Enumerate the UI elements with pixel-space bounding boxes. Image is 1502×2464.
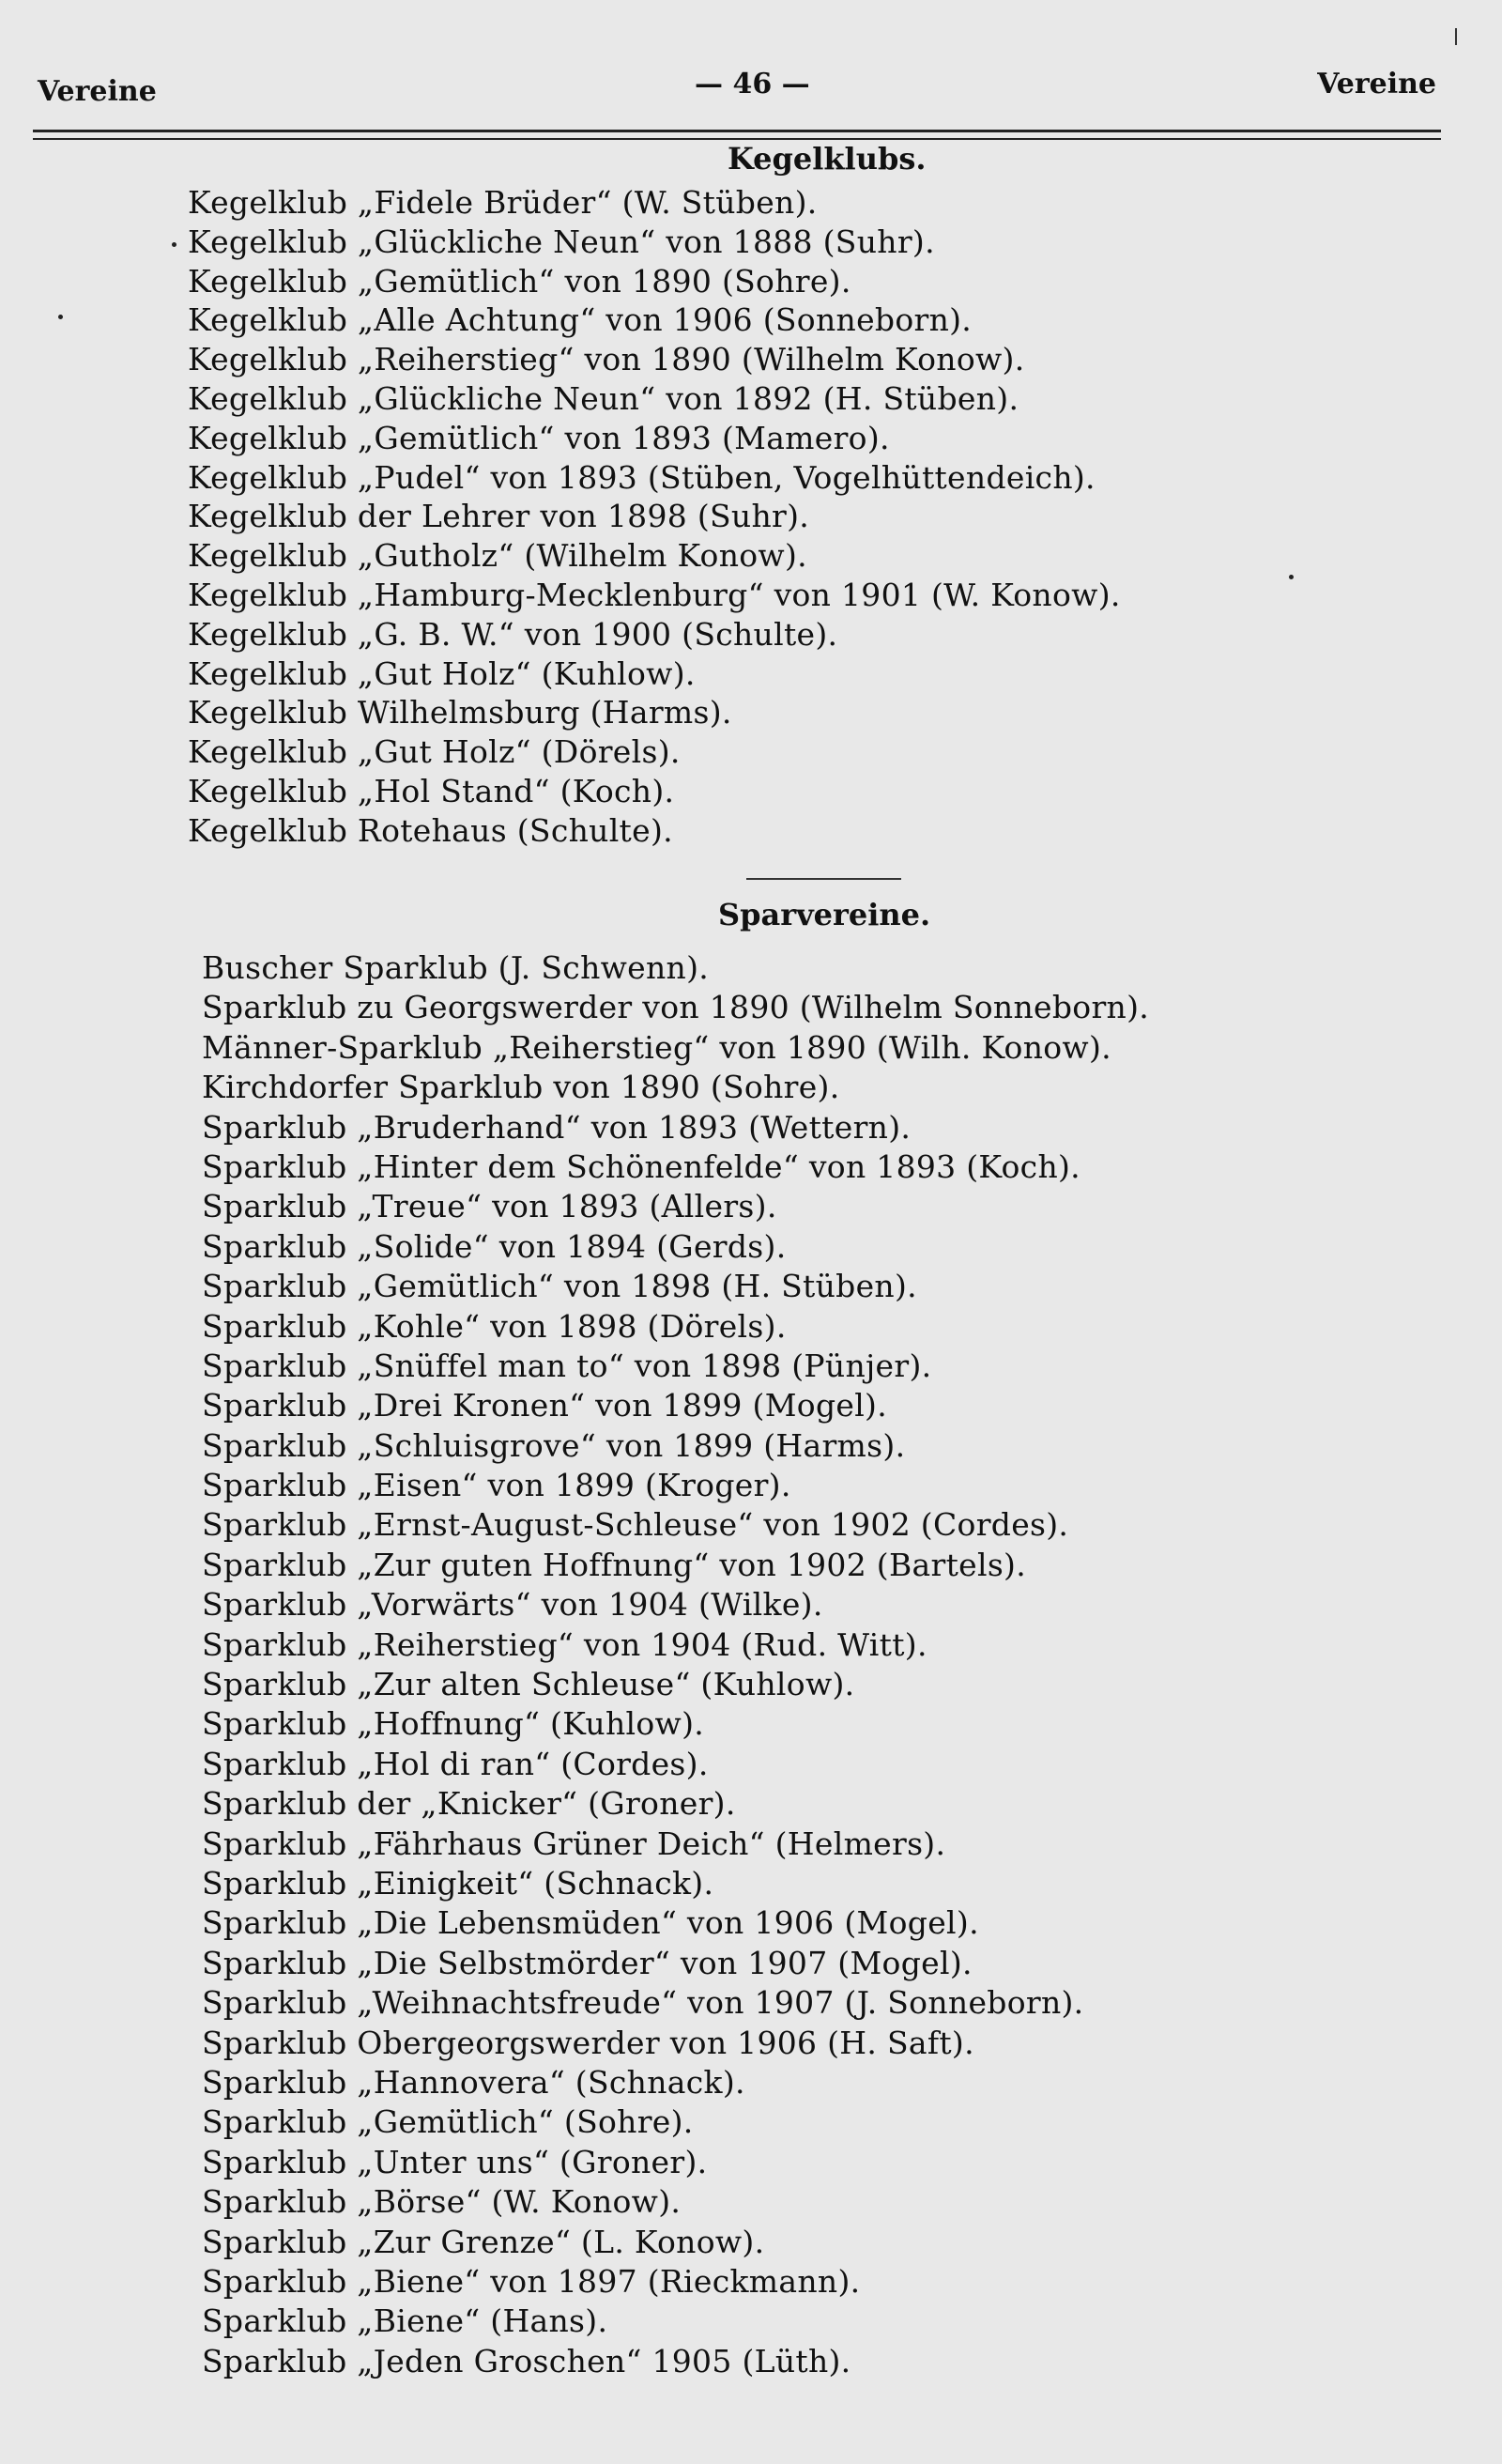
list-item: Sparklub „Börse“ (W. Konow). [202, 2183, 682, 2221]
list-item: Kegelklub „Hol Stand“ (Koch). [188, 772, 675, 809]
list-item: Sparklub „Biene“ von 1897 (Rieckmann). [202, 2262, 861, 2300]
list-item: Sparklub „Kohle“ von 1898 (Dörels). [202, 1307, 787, 1345]
list-item: Kegelklub „Gemütlich“ von 1890 (Sohre). [188, 262, 851, 300]
header-rule-thin [33, 138, 1441, 140]
list-item: Sparklub „Einigkeit“ (Schnack). [202, 1864, 714, 1902]
scan-speck [58, 315, 63, 319]
list-item: Sparklub „Hannovera“ (Schnack). [202, 2063, 745, 2101]
list-item: Sparklub „Biene“ (Hans). [202, 2302, 608, 2340]
scan-mark [1455, 28, 1457, 45]
list-item: Sparklub Obergeorgswerder von 1906 (H. Saft). [202, 2024, 974, 2061]
section-title-sparvereine: Sparvereine. [718, 897, 931, 932]
list-item: Sparklub der „Knicker“ (Groner). [202, 1785, 736, 1823]
list-item: Männer-Sparklub „Reiherstieg“ von 1890 (Wilh. Konow). [202, 1028, 1111, 1066]
page-header [38, 66, 1436, 113]
list-item: Sparklub „Die Selbstmörder“ von 1907 (Mogel). [202, 1944, 973, 1981]
list-item: Buscher Sparklub (J. Schwenn). [202, 949, 710, 986]
list-item: Kirchdorfer Sparklub von 1890 (Sohre). [202, 1069, 840, 1106]
list-item: Kegelklub Wilhelmsburg (Harms). [188, 694, 732, 732]
list-item: Sparklub „Zur guten Hoffnung“ von 1902 (Bartels). [202, 1546, 1027, 1583]
list-item: Kegelklub „Alle Achtung“ von 1906 (Sonneborn). [188, 301, 973, 339]
section-title-kegelklubs: Kegelklubs. [728, 141, 927, 177]
list-item: Sparklub „Solide“ von 1894 (Gerds). [202, 1227, 787, 1265]
list-item: Sparklub „Hol di ran“ (Cordes). [202, 1745, 709, 1782]
running-head-left: Vereine [38, 75, 157, 108]
list-item: Sparklub „Zur Grenze“ (L. Konow). [202, 2223, 765, 2260]
list-item: Kegelklub „Pudel“ von 1893 (Stüben, Vogelhüttendeich). [188, 458, 1096, 496]
list-item: Sparklub „Jeden Groschen“ 1905 (Lüth). [202, 2342, 851, 2379]
list-item: Kegelklub „Gemütlich“ von 1893 (Mamero). [188, 419, 890, 456]
section-divider [746, 878, 901, 880]
list-item: Kegelklub „Hamburg-Mecklenburg“ von 1901 (W. Konow). [188, 576, 1121, 613]
list-item: Kegelklub „Gut Holz“ (Kuhlow). [188, 654, 696, 692]
list-item: Sparklub „Reiherstieg“ von 1904 (Rud. Witt). [202, 1625, 927, 1663]
list-item: Kegelklub Rotehaus (Schulte). [188, 811, 673, 849]
list-item: Sparklub „Zur alten Schleuse“ (Kuhlow). [202, 1666, 855, 1703]
list-item: Kegelklub „Glückliche Neun“ von 1888 (Suhr). [188, 223, 935, 260]
running-head-right: Vereine [1317, 68, 1436, 100]
scan-speck [1289, 575, 1294, 579]
list-item: Sparklub „Gemütlich“ (Sohre). [202, 2103, 694, 2141]
list-item: Sparklub „Hinter dem Schönenfelde“ von 1893 (Koch). [202, 1147, 1081, 1185]
header-rule [33, 130, 1441, 132]
list-item: Kegelklub „Fidele Brüder“ (W. Stüben). [188, 184, 818, 221]
list-item: Kegelklub „Glückliche Neun“ von 1892 (H. Stüben). [188, 379, 1019, 417]
list-item: Kegelklub „Gutholz“ (Wilhelm Konow). [188, 537, 807, 575]
list-item: Sparklub „Bruderhand“ von 1893 (Wettern). [202, 1108, 912, 1146]
list-item: Sparklub „Snüffel man to“ von 1898 (Pünjer). [202, 1347, 932, 1384]
list-item: Sparklub „Vorwärts“ von 1904 (Wilke). [202, 1586, 823, 1624]
list-item: Kegelklub „Gut Holz“ (Dörels). [188, 733, 681, 771]
list-item: Kegelklub der Lehrer von 1898 (Suhr). [188, 498, 810, 535]
kegelklubs-list [188, 183, 1121, 851]
list-item: Kegelklub „G. B. W.“ von 1900 (Schulte). [188, 615, 838, 653]
list-item: Sparklub „Unter uns“ (Groner). [202, 2143, 708, 2180]
list-item: Sparklub „Ernst-August-Schleuse“ von 1902 (Cordes). [202, 1506, 1069, 1544]
list-item: Sparklub „Fährhaus Grüner Deich“ (Helmers). [202, 1825, 946, 1862]
list-item: Sparklub „Weihnachtsfreude“ von 1907 (J. Sonneborn). [202, 1984, 1084, 2022]
page-number: — 46 — [695, 68, 810, 100]
list-item: Sparklub zu Georgswerder von 1890 (Wilhelm Sonneborn). [202, 989, 1150, 1026]
list-item: Sparklub „Gemütlich“ von 1898 (H. Stüben). [202, 1268, 917, 1305]
sparvereine-list [202, 948, 1149, 2381]
list-item: Sparklub „Drei Kronen“ von 1899 (Mogel). [202, 1387, 888, 1424]
list-item: Sparklub „Die Lebensmüden“ von 1906 (Mogel). [202, 1904, 979, 1942]
list-item: Sparklub „Hoffnung“ (Kuhlow). [202, 1705, 705, 1743]
list-item: Sparklub „Schluisgrove“ von 1899 (Harms). [202, 1426, 906, 1464]
list-item: Kegelklub „Reiherstieg“ von 1890 (Wilhelm Konow). [188, 341, 1025, 378]
list-item: Sparklub „Treue“ von 1893 (Allers). [202, 1188, 777, 1225]
scan-speck [172, 242, 176, 247]
list-item: Sparklub „Eisen“ von 1899 (Kroger). [202, 1467, 791, 1504]
